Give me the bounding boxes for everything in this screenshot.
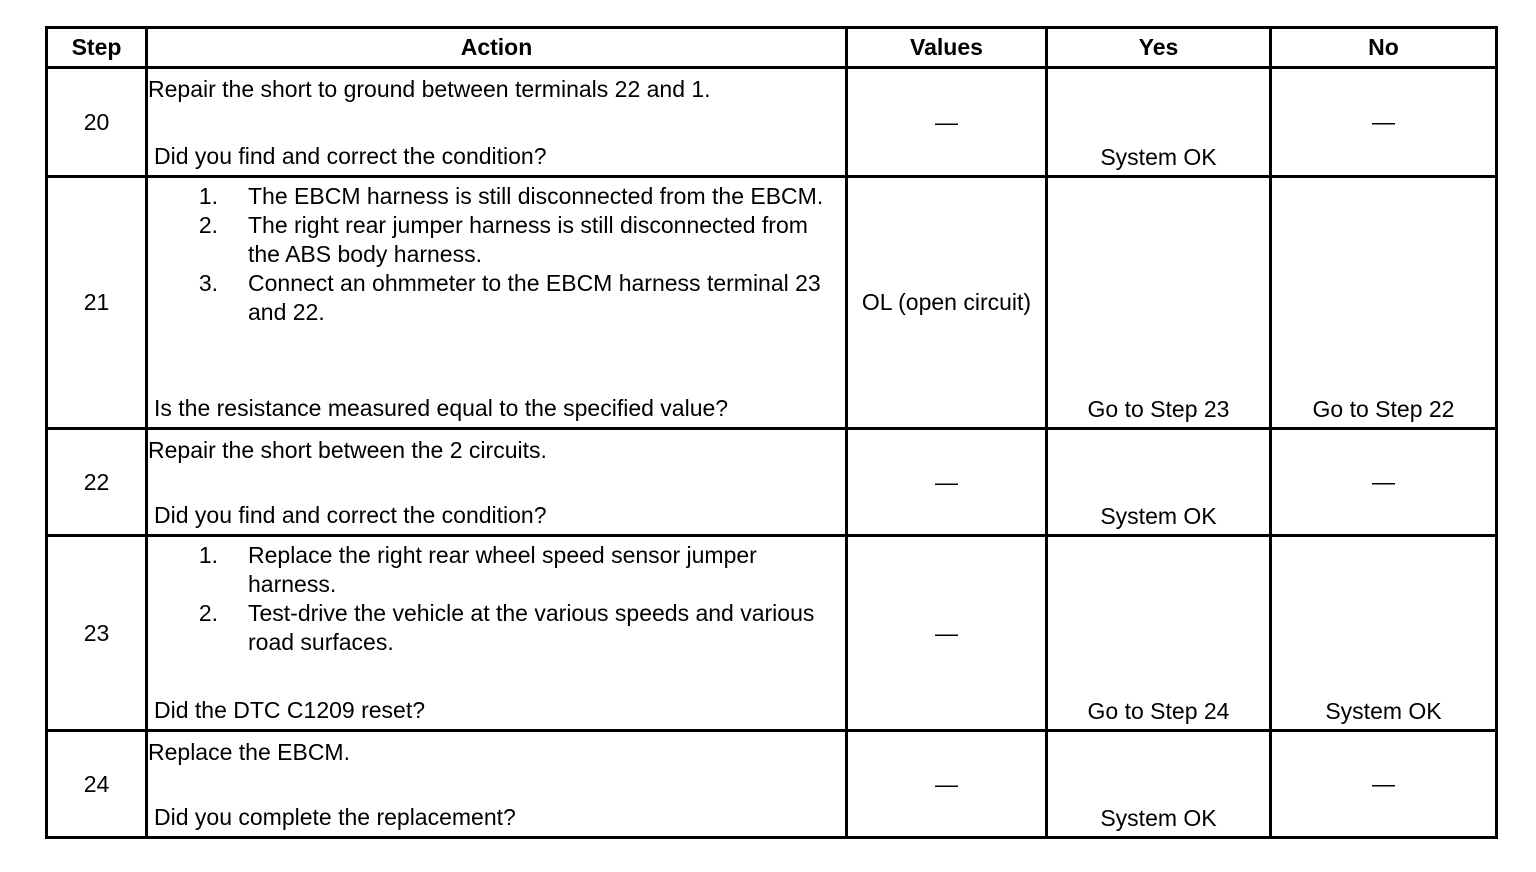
action-question: Did the DTC C1209 reset? xyxy=(154,697,426,723)
yes-cell xyxy=(1047,68,1271,177)
yes-result: Go to Step 24 xyxy=(1087,698,1230,724)
yes-result: System OK xyxy=(1100,503,1217,529)
no-result: Go to Step 22 xyxy=(1312,396,1455,422)
table-row xyxy=(47,177,1497,429)
step-number: 23 xyxy=(47,536,147,731)
no-result: — xyxy=(1372,468,1395,495)
list-item xyxy=(148,182,845,211)
action-cell xyxy=(147,177,847,429)
yes-result: Go to Step 23 xyxy=(1087,396,1230,422)
table-row xyxy=(47,429,1497,536)
step-number: 24 xyxy=(47,731,147,838)
action-text: Repair the short between the 2 circuits. xyxy=(148,437,547,463)
step-index: 3. xyxy=(198,270,218,296)
no-result: System OK xyxy=(1325,698,1442,724)
no-cell xyxy=(1271,177,1497,429)
step-number: 21 xyxy=(47,177,147,429)
yes-cell xyxy=(1047,177,1271,429)
no-result: — xyxy=(1372,108,1395,135)
step-index: 2. xyxy=(198,600,218,626)
yes-result: System OK xyxy=(1100,805,1217,831)
step-index: 1. xyxy=(198,183,218,209)
table-row xyxy=(47,536,1497,731)
action-text: Replace the EBCM. xyxy=(148,739,350,765)
values-cell: — xyxy=(847,731,1047,838)
header-yes: Yes xyxy=(1047,28,1271,68)
action-cell xyxy=(147,68,847,177)
step-index: 2. xyxy=(198,212,218,238)
action-question: Is the resistance measured equal to the specified value? xyxy=(154,395,729,421)
values-cell: — xyxy=(847,429,1047,536)
no-cell xyxy=(1271,536,1497,731)
action-text: Repair the short to ground between terminals 22 and 1. xyxy=(148,76,711,102)
action-question: Did you find and correct the condition? xyxy=(154,502,547,528)
yes-cell xyxy=(1047,429,1271,536)
action-cell xyxy=(147,731,847,838)
step-number: 20 xyxy=(47,68,147,177)
step-index: 1. xyxy=(198,542,218,568)
header-step: Step xyxy=(47,28,147,68)
action-question: Did you complete the replacement? xyxy=(154,804,516,830)
values-cell: — xyxy=(847,536,1047,731)
values-cell: OL (open circuit) xyxy=(847,177,1047,429)
yes-cell xyxy=(1047,731,1271,838)
action-step-list xyxy=(148,541,845,657)
header-values: Values xyxy=(847,28,1047,68)
no-cell xyxy=(1271,429,1497,536)
table-row xyxy=(47,68,1497,177)
action-cell xyxy=(147,429,847,536)
step-text: The right rear jumper harness is still disconnected from the ABS body harness. xyxy=(248,212,808,267)
action-cell xyxy=(147,536,847,731)
no-cell xyxy=(1271,731,1497,838)
header-row xyxy=(47,28,1497,68)
list-item xyxy=(148,541,845,599)
yes-result: System OK xyxy=(1100,144,1217,170)
step-text: Replace the right rear wheel speed sensor jumper harness. xyxy=(248,542,757,597)
action-step-list xyxy=(148,182,845,327)
step-number: 22 xyxy=(47,429,147,536)
no-result: — xyxy=(1372,770,1395,797)
values-cell: — xyxy=(847,68,1047,177)
yes-cell xyxy=(1047,536,1271,731)
list-item xyxy=(148,269,845,327)
list-item xyxy=(148,211,845,269)
header-action: Action xyxy=(147,28,847,68)
diagnostic-table xyxy=(45,26,1498,839)
step-text: The EBCM harness is still disconnected from the EBCM. xyxy=(248,183,824,209)
table-row xyxy=(47,731,1497,838)
list-item xyxy=(148,599,845,657)
step-text: Connect an ohmmeter to the EBCM harness terminal 23 and 22. xyxy=(248,270,821,325)
step-text: Test-drive the vehicle at the various speeds and various road surfaces. xyxy=(248,600,815,655)
action-question: Did you find and correct the condition? xyxy=(154,143,547,169)
no-cell xyxy=(1271,68,1497,177)
header-no: No xyxy=(1271,28,1497,68)
